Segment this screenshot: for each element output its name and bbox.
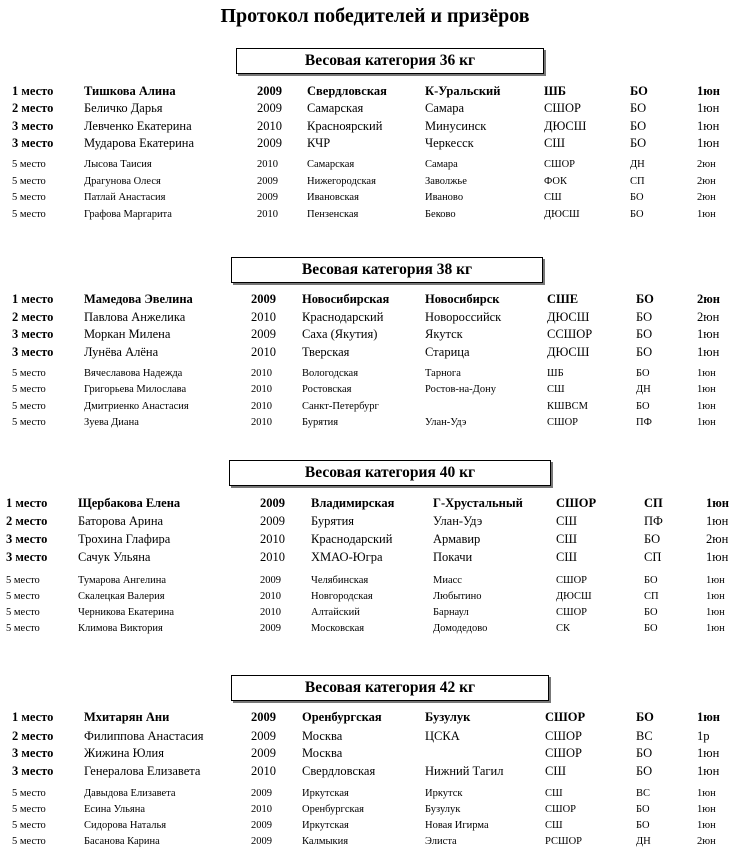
cell-place: 3 место: [12, 136, 54, 150]
cell-year: 2010: [257, 159, 278, 170]
cell-name: Левченко Екатерина: [84, 119, 192, 133]
cell-year: 2010: [251, 401, 272, 412]
cell-year: 2010: [257, 119, 282, 133]
cell-city: Беково: [425, 209, 456, 220]
cell-style: БО: [636, 310, 653, 324]
cell-name: Есина Ульяна: [84, 804, 145, 815]
cell-style: ПФ: [636, 417, 652, 428]
cell-name: Мхитарян Ани: [84, 710, 170, 724]
cell-region: Иркутская: [302, 820, 349, 831]
cell-school: СШОР: [547, 417, 579, 428]
cell-rank: 1юн: [697, 119, 720, 133]
cell-rank: 1юн: [706, 607, 725, 618]
cell-style: БО: [630, 119, 647, 133]
page-title: Протокол победителей и призёров: [220, 5, 530, 27]
cell-city: Самара: [425, 101, 465, 115]
cell-style: БО: [630, 192, 644, 203]
cell-style: СП: [644, 550, 662, 564]
cell-school: СШОР: [545, 746, 582, 760]
cell-name: Трохина Глафира: [78, 532, 171, 546]
cell-school: ДЮСШ: [547, 310, 590, 324]
result-row: [0, 384, 750, 400]
cell-place: 5 место: [12, 836, 46, 847]
cell-city: Иркутск: [425, 788, 463, 799]
cell-rank: 1юн: [697, 327, 720, 341]
cell-place: 5 место: [12, 384, 46, 395]
cell-region: Московская: [311, 623, 365, 634]
cell-name: Григорьева Милослава: [84, 384, 187, 395]
cell-region: Вологодская: [302, 368, 359, 379]
cell-rank: 1юн: [697, 209, 716, 220]
cell-city: Ростов-на-Дону: [425, 384, 496, 395]
cell-rank: 2юн: [697, 192, 716, 203]
cell-city: Улан-Удэ: [433, 514, 483, 528]
cell-rank: 1юн: [706, 496, 730, 510]
cell-school: СШ: [544, 136, 565, 150]
cell-school: ШБ: [547, 368, 564, 379]
cell-rank: 1юн: [697, 368, 716, 379]
cell-region: Новосибирская: [302, 292, 390, 306]
cell-name: Моркан Милена: [84, 327, 171, 341]
cell-rank: 1юн: [697, 401, 716, 412]
cell-name: Лысова Таисия: [84, 159, 152, 170]
cell-place: 5 место: [6, 623, 40, 634]
cell-region: Самарская: [307, 101, 364, 115]
cell-place: 5 место: [12, 401, 46, 412]
cell-place: 3 место: [12, 327, 54, 341]
cell-place: 3 место: [12, 345, 54, 359]
cell-rank: 1юн: [706, 514, 729, 528]
cell-region: Свердловская: [307, 84, 387, 98]
result-row: [0, 292, 750, 308]
weight-category-header: Весовая категория 38 кг: [231, 257, 543, 283]
cell-place: 5 место: [6, 591, 40, 602]
cell-school: ДЮСШ: [544, 119, 587, 133]
cell-rank: 2юн: [706, 532, 729, 546]
cell-region: Свердловская: [302, 764, 376, 778]
cell-rank: 1р: [697, 729, 710, 743]
cell-year: 2010: [251, 764, 276, 778]
cell-name: Баторова Арина: [78, 514, 164, 528]
cell-city: Улан-Удэ: [425, 417, 467, 428]
result-row: [0, 746, 750, 762]
cell-rank: 1юн: [706, 623, 725, 634]
cell-place: 2 место: [12, 101, 54, 115]
cell-region: Оренбургская: [302, 710, 382, 724]
cell-city: Тарнога: [425, 368, 461, 379]
cell-school: ШБ: [544, 84, 566, 98]
result-row: [0, 575, 750, 591]
cell-year: 2009: [257, 136, 282, 150]
cell-style: БО: [636, 368, 650, 379]
cell-style: БО: [630, 84, 648, 98]
cell-style: СП: [644, 591, 659, 602]
cell-place: 5 место: [12, 192, 46, 203]
result-row: [0, 84, 750, 100]
cell-name: Генералова Елизавета: [84, 764, 201, 778]
cell-place: 5 место: [12, 209, 46, 220]
result-row: [0, 623, 750, 639]
cell-school: СШОР: [556, 496, 597, 510]
cell-name: Филиппова Анастасия: [84, 729, 204, 743]
cell-region: Красноярский: [307, 119, 383, 133]
cell-year: 2010: [260, 532, 285, 546]
cell-city: Заволжье: [425, 176, 467, 187]
cell-style: БО: [636, 764, 653, 778]
cell-region: Краснодарский: [302, 310, 384, 324]
cell-school: ДЮСШ: [547, 345, 590, 359]
cell-school: СШ: [544, 192, 562, 203]
cell-place: 5 место: [12, 820, 46, 831]
cell-city: Иваново: [425, 192, 464, 203]
cell-place: 5 место: [12, 159, 46, 170]
cell-name: Драгунова Олеся: [84, 176, 161, 187]
cell-year: 2010: [260, 591, 281, 602]
cell-place: 2 место: [12, 729, 54, 743]
cell-school: СШОР: [556, 607, 588, 618]
result-row: [0, 159, 750, 175]
cell-city: Армавир: [433, 532, 481, 546]
result-row: [0, 401, 750, 417]
cell-school: СШ: [556, 532, 577, 546]
cell-year: 2010: [251, 804, 272, 815]
result-row: [0, 764, 750, 780]
cell-city: Новороссийск: [425, 310, 502, 324]
cell-rank: 1юн: [697, 417, 716, 428]
cell-year: 2009: [257, 192, 278, 203]
cell-name: Жижина Юлия: [84, 746, 164, 760]
cell-name: Басанова Карина: [84, 836, 160, 847]
cell-year: 2010: [260, 550, 285, 564]
cell-school: СШ: [545, 764, 566, 778]
weight-category-header: Весовая категория 42 кг: [231, 675, 549, 701]
cell-school: СШОР: [545, 710, 586, 724]
cell-school: СК: [556, 623, 571, 634]
cell-rank: 2юн: [697, 176, 716, 187]
cell-city: Минусинск: [425, 119, 487, 133]
result-row: [0, 327, 750, 343]
cell-city: Бузулук: [425, 710, 471, 724]
cell-school: СШОР: [556, 575, 588, 586]
cell-style: ВС: [636, 729, 653, 743]
result-row: [0, 345, 750, 361]
cell-school: СШ: [556, 550, 577, 564]
cell-year: 2009: [257, 101, 282, 115]
cell-rank: 1юн: [697, 84, 721, 98]
cell-year: 2010: [251, 417, 272, 428]
cell-region: Саха (Якутия): [302, 327, 378, 341]
cell-city: Старица: [425, 345, 470, 359]
cell-school: ДЮСШ: [556, 591, 592, 602]
cell-year: 2009: [251, 820, 272, 831]
cell-style: ВС: [636, 788, 651, 799]
cell-region: Москва: [302, 729, 343, 743]
result-row: [0, 607, 750, 623]
cell-name: Лунёва Алёна: [84, 345, 159, 359]
cell-name: Давыдова Елизавета: [84, 788, 176, 799]
cell-style: БО: [636, 804, 650, 815]
cell-style: ПФ: [644, 514, 663, 528]
cell-place: 5 место: [12, 788, 46, 799]
cell-region: Санкт-Петербург: [302, 401, 379, 412]
cell-name: Тишкова Алина: [84, 84, 176, 98]
cell-city: К-Уральский: [425, 84, 501, 98]
weight-category-header: Весовая категория 40 кг: [229, 460, 551, 486]
cell-region: Нижегородская: [307, 176, 376, 187]
cell-city: Новосибирск: [425, 292, 500, 306]
cell-rank: 2юн: [697, 292, 721, 306]
cell-style: БО: [630, 209, 644, 220]
cell-city: Якутск: [425, 327, 463, 341]
cell-place: 1 место: [12, 292, 54, 306]
cell-rank: 2юн: [697, 159, 716, 170]
result-row: [0, 192, 750, 208]
result-row: [0, 514, 750, 530]
cell-style: БО: [630, 101, 647, 115]
cell-year: 2009: [251, 746, 276, 760]
cell-region: Оренбургская: [302, 804, 364, 815]
cell-place: 3 место: [12, 119, 54, 133]
cell-region: Тверская: [302, 345, 350, 359]
cell-name: Сачук Ульяна: [78, 550, 151, 564]
cell-rank: 1юн: [697, 710, 721, 724]
cell-style: ДН: [636, 384, 651, 395]
result-row: [0, 417, 750, 433]
cell-name: Мамедова Эвелина: [84, 292, 193, 306]
cell-rank: 1юн: [697, 101, 720, 115]
cell-school: СШ: [545, 788, 563, 799]
result-row: [0, 591, 750, 607]
cell-region: Иркутская: [302, 788, 349, 799]
cell-place: 1 место: [12, 84, 54, 98]
result-row: [0, 119, 750, 135]
cell-city: Барнаул: [433, 607, 469, 618]
cell-year: 2010: [257, 209, 278, 220]
cell-region: КЧР: [307, 136, 331, 150]
cell-style: БО: [644, 532, 661, 546]
cell-school: СШЕ: [547, 292, 579, 306]
result-row: [0, 532, 750, 548]
cell-rank: 1юн: [697, 820, 716, 831]
cell-style: СП: [644, 496, 663, 510]
result-row: [0, 710, 750, 726]
cell-rank: 1юн: [697, 136, 720, 150]
cell-rank: 1юн: [706, 591, 725, 602]
cell-region: Москва: [302, 746, 343, 760]
cell-style: БО: [630, 136, 647, 150]
result-row: [0, 176, 750, 192]
cell-place: 3 место: [6, 532, 48, 546]
cell-year: 2009: [260, 514, 285, 528]
cell-name: Павлова Анжелика: [84, 310, 186, 324]
cell-year: 2009: [257, 176, 278, 187]
cell-style: БО: [636, 401, 650, 412]
cell-place: 5 место: [12, 176, 46, 187]
cell-style: ДН: [636, 836, 651, 847]
cell-rank: 1юн: [697, 804, 716, 815]
cell-place: 2 место: [6, 514, 48, 528]
cell-name: Тумарова Ангелина: [78, 575, 167, 586]
result-row: [0, 101, 750, 117]
cell-rank: 1юн: [697, 788, 716, 799]
cell-place: 3 место: [12, 746, 54, 760]
cell-year: 2009: [260, 623, 281, 634]
cell-year: 2010: [251, 384, 272, 395]
cell-style: БО: [636, 292, 654, 306]
result-row: [0, 729, 750, 745]
cell-city: Любытино: [433, 591, 482, 602]
cell-school: СШ: [556, 514, 577, 528]
cell-city: Самара: [425, 159, 458, 170]
cell-place: 5 место: [6, 607, 40, 618]
cell-name: Щербакова Елена: [78, 496, 181, 510]
cell-name: Скалецкая Валерия: [78, 591, 165, 602]
cell-region: Бурятия: [302, 417, 339, 428]
cell-name: Беличко Дарья: [84, 101, 163, 115]
cell-style: БО: [644, 575, 658, 586]
cell-style: БО: [636, 710, 654, 724]
cell-region: Новгородская: [311, 591, 373, 602]
cell-year: 2009: [251, 788, 272, 799]
cell-style: СП: [630, 176, 645, 187]
cell-year: 2010: [251, 310, 276, 324]
cell-city: Новая Игирма: [425, 820, 489, 831]
result-row: [0, 550, 750, 566]
cell-year: 2009: [257, 84, 282, 98]
cell-place: 1 место: [12, 710, 54, 724]
cell-region: Ростовская: [302, 384, 352, 395]
result-row: [0, 804, 750, 820]
cell-place: 5 место: [12, 368, 46, 379]
cell-year: 2010: [251, 368, 272, 379]
result-row: [0, 310, 750, 326]
cell-name: Мударова Екатерина: [84, 136, 195, 150]
result-row: [0, 209, 750, 225]
cell-place: 5 место: [12, 417, 46, 428]
cell-city: Покачи: [433, 550, 473, 564]
cell-year: 2009: [251, 729, 276, 743]
cell-rank: 1юн: [706, 550, 729, 564]
cell-name: Климова Виктория: [78, 623, 163, 634]
cell-rank: 1юн: [706, 575, 725, 586]
cell-school: СШ: [545, 820, 563, 831]
cell-style: БО: [636, 820, 650, 831]
cell-name: Графова Маргарита: [84, 209, 172, 220]
cell-school: СШ: [547, 384, 565, 395]
cell-school: ФОК: [544, 176, 568, 187]
cell-place: 5 место: [12, 804, 46, 815]
cell-city: Г-Хрустальный: [433, 496, 523, 510]
cell-year: 2009: [251, 292, 276, 306]
cell-year: 2009: [251, 836, 272, 847]
cell-place: 1 место: [6, 496, 48, 510]
cell-region: Бурятия: [311, 514, 355, 528]
cell-school: СШОР: [544, 101, 581, 115]
result-row: [0, 788, 750, 804]
cell-school: РСШОР: [545, 836, 582, 847]
cell-name: Черникова Екатерина: [78, 607, 175, 618]
cell-school: КШВСМ: [547, 401, 588, 412]
cell-style: ДН: [630, 159, 645, 170]
cell-rank: 1юн: [697, 764, 720, 778]
cell-region: ХМАО-Югра: [311, 550, 383, 564]
cell-rank: 1юн: [697, 345, 720, 359]
weight-category-header: Весовая категория 36 кг: [236, 48, 544, 74]
cell-year: 2009: [260, 496, 285, 510]
cell-school: ССШОР: [547, 327, 593, 341]
cell-school: СШОР: [544, 159, 576, 170]
cell-rank: 1юн: [697, 384, 716, 395]
cell-rank: 2юн: [697, 836, 716, 847]
cell-city: Домодедово: [433, 623, 488, 634]
cell-style: БО: [636, 327, 653, 341]
cell-region: Ивановская: [307, 192, 359, 203]
cell-place: 3 место: [12, 764, 54, 778]
cell-rank: 1юн: [697, 746, 720, 760]
cell-year: 2009: [251, 327, 276, 341]
cell-style: БО: [636, 746, 653, 760]
result-row: [0, 820, 750, 836]
cell-style: БО: [636, 345, 653, 359]
cell-style: БО: [644, 607, 658, 618]
cell-school: СШОР: [545, 729, 582, 743]
cell-rank: 2юн: [697, 310, 720, 324]
cell-city: Бузулук: [425, 804, 461, 815]
cell-region: Челябинская: [311, 575, 369, 586]
cell-region: Пензенская: [307, 209, 359, 220]
cell-city: Элиста: [425, 836, 457, 847]
cell-name: Вячеславова Надежда: [84, 368, 183, 379]
result-row: [0, 836, 750, 852]
cell-name: Дмитриенко Анастасия: [84, 401, 189, 412]
cell-city: ЦСКА: [425, 729, 460, 743]
cell-style: БО: [644, 623, 658, 634]
cell-city: Черкесск: [425, 136, 474, 150]
cell-place: 2 место: [12, 310, 54, 324]
cell-year: 2010: [251, 345, 276, 359]
cell-city: Нижний Тагил: [425, 764, 504, 778]
result-row: [0, 136, 750, 152]
result-row: [0, 368, 750, 384]
cell-region: Самарская: [307, 159, 355, 170]
cell-school: СШОР: [545, 804, 577, 815]
cell-name: Сидорова Наталья: [84, 820, 167, 831]
cell-place: 5 место: [6, 575, 40, 586]
cell-region: Владимирская: [311, 496, 395, 510]
cell-year: 2009: [251, 710, 276, 724]
cell-year: 2010: [260, 607, 281, 618]
cell-name: Зуева Диана: [84, 417, 139, 428]
cell-school: ДЮСШ: [544, 209, 580, 220]
cell-year: 2009: [260, 575, 281, 586]
result-row: [0, 496, 750, 512]
cell-region: Краснодарский: [311, 532, 393, 546]
cell-place: 3 место: [6, 550, 48, 564]
cell-name: Патлай Анастасия: [84, 192, 166, 203]
cell-region: Алтайский: [311, 607, 360, 618]
cell-region: Калмыкия: [302, 836, 349, 847]
cell-city: Миасс: [433, 575, 462, 586]
